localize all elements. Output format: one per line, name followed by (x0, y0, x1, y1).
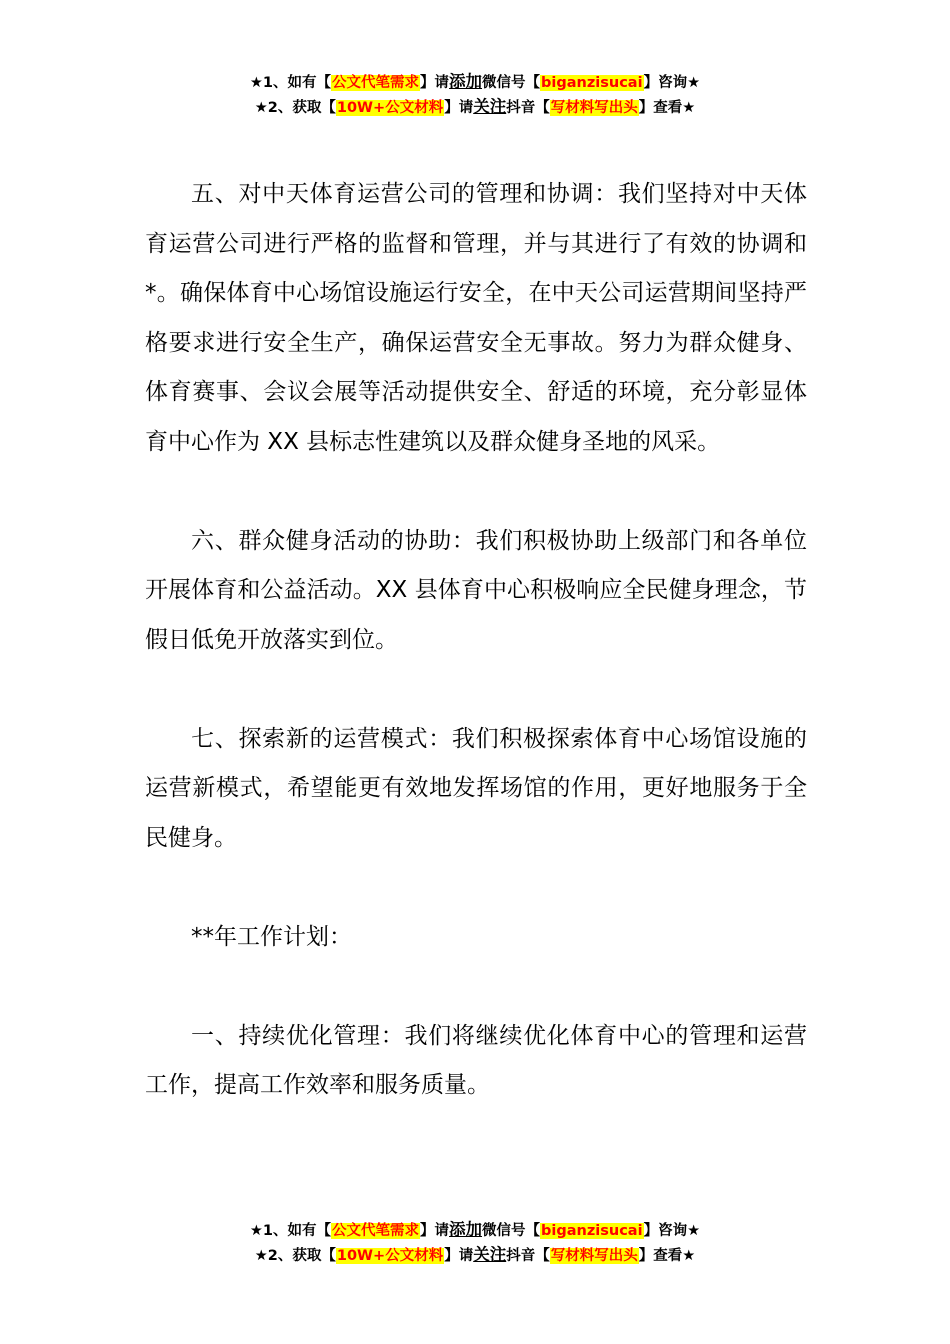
banner-wechat-id: biganzisucai (541, 75, 643, 91)
banner-douyin-id: 写材料写出头 (550, 1248, 638, 1264)
banner-douyin-id: 写材料写出头 (550, 100, 638, 116)
plan-heading: **年工作计划： (191, 923, 352, 950)
banner-highlight: 10W+公文材料 (336, 100, 444, 116)
paragraph-five: 五、对中天体育运营公司的管理和协调：我们坚持对中天体育运营公司进行严格的监督和管理，并与其进行了有效的协调和*。确保体育中心场馆设施运行安全，在中天公司运营期间坚持严格要求进行安全生产，确保运营安全无事故。努力为群众健身、体育赛事、会议会展等活动提供安全、舒适的环境，充分彰显体育中心作为 XX 县标志性建筑以及群众健身圣地的风采。 (145, 181, 807, 455)
header-banner (0, 70, 950, 120)
paragraph-six: 六、群众健身活动的协助：我们积极协助上级部门和各单位开展体育和公益活动。XX 县体育中心积极响应全民健身理念，节假日低免开放落实到位。 (145, 527, 807, 653)
banner-line-1: ★1、如有【公文代笔需求】请添加微信号【biganzisucai】咨询★ (249, 72, 701, 91)
banner-line-2: ★2、获取【10W+公文材料】请关注抖音【写材料写出头】查看★ (254, 1245, 696, 1264)
banner-line-1: ★1、如有【公文代笔需求】请添加微信号【biganzisucai】咨询★ (249, 1220, 701, 1239)
banner-wechat-id: biganzisucai (541, 1223, 643, 1239)
footer-banner (0, 1218, 950, 1268)
banner-highlight: 公文代笔需求 (332, 1223, 420, 1239)
banner-highlight: 公文代笔需求 (332, 75, 420, 91)
banner-line-2: ★2、获取【10W+公文材料】请关注抖音【写材料写出头】查看★ (254, 97, 696, 116)
banner-highlight: 10W+公文材料 (336, 1248, 444, 1264)
document-body (145, 170, 807, 1111)
plan-item-one: 一、持续优化管理：我们将继续优化体育中心的管理和运营工作，提高工作效率和服务质量。 (145, 1022, 807, 1098)
paragraph-seven: 七、探索新的运营模式：我们积极探索体育中心场馆设施的运营新模式，希望能更有效地发挥场馆的作用，更好地服务于全民健身。 (145, 725, 807, 851)
